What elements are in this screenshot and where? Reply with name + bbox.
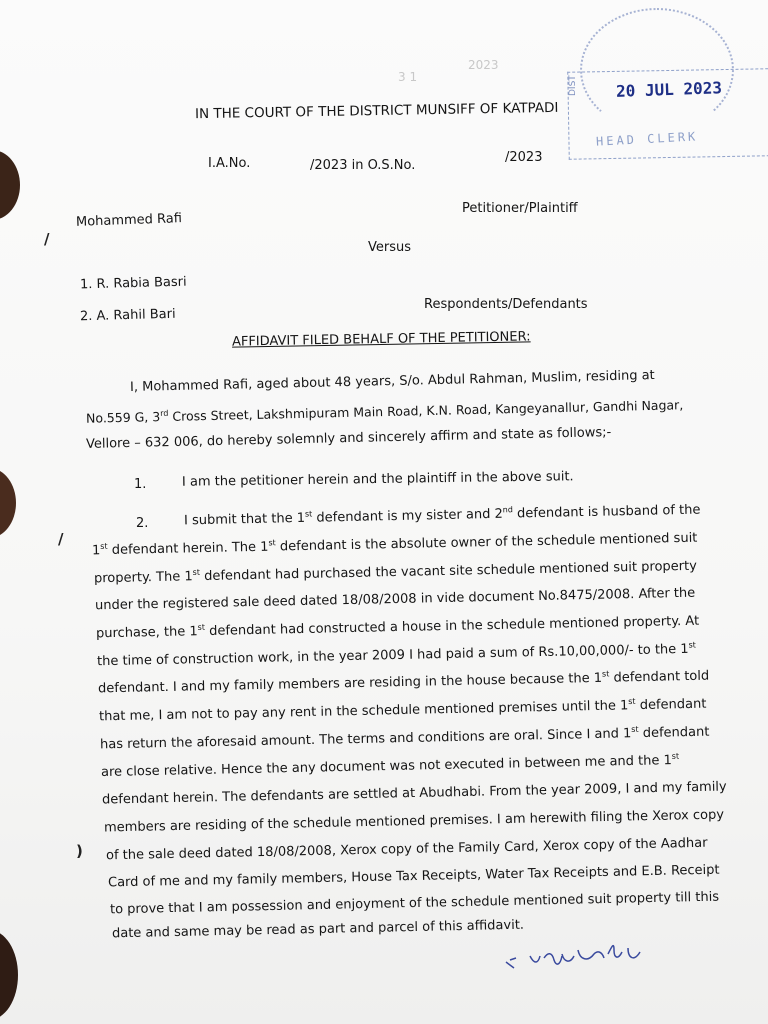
respondent-2: 2. A. Rahil Bari xyxy=(79,306,176,325)
para-2-line: defendant. I and my family members are residing in the house because the 1st defendant told xyxy=(97,668,710,697)
para-2-first-line: I submit that the 1st defendant is my sister and 2nd defendant is husband of the xyxy=(183,502,701,529)
respondent-role: Respondents/Defendants xyxy=(424,297,588,312)
ia-label: I.A.No. xyxy=(208,156,251,171)
versus-text: Versus xyxy=(368,240,412,255)
para-2-line: of the sale deed dated 18/08/2008, Xerox copy of the Family Card, Xerox copy of the Aadhar xyxy=(105,835,708,864)
affidavit-title: AFFIDAVIT FILED BEHALF OF THE PETITIONER: xyxy=(231,329,531,350)
court-header: IN THE COURT OF THE DISTRICT MUNSIFF OF KATPADI xyxy=(194,99,559,123)
para-2-line: Card of me and my family members, House Tax Receipts, Water Tax Receipts and E.B. Receipt xyxy=(107,862,720,891)
respondent-1: 1. R. Rabia Basri xyxy=(79,274,187,293)
para-2-line: defendant herein. The defendants are settled at Abudhabi. From the year 2009, I and my family xyxy=(101,779,727,808)
petitioner-name: Mohammed Rafi xyxy=(75,211,183,230)
seal-date: 20 JUL 2023 xyxy=(615,78,723,101)
para-number: 1. xyxy=(134,477,147,492)
para-2-line: 1st defendant herein. The 1st defendant is the absolute owner of the schedule mentioned suit xyxy=(91,530,698,559)
para-2-line: has return the aforesaid amount. The terms and conditions are oral. Since I and 1st defendant xyxy=(99,724,710,753)
petitioner-role: Petitioner/Plaintiff xyxy=(462,201,578,216)
para-1-text: I am the petitioner herein and the plaintiff in the above suit. xyxy=(181,469,574,490)
faint-mark: 2023 xyxy=(468,58,499,72)
year-label: /2023 xyxy=(505,150,543,165)
para-2-line: that me, I am not to pay any rent in the schedule mentioned premises until the 1st defendant xyxy=(98,696,707,725)
para-2-line: under the registered sale deed dated 18/08/2008 in vide document No.8475/2008. After the xyxy=(94,585,696,614)
para-number: 2. xyxy=(136,516,149,531)
para-2-line: property. The 1st defendant had purchased the vacant site schedule mentioned suit property xyxy=(93,558,697,587)
margin-mark: / xyxy=(44,230,50,248)
para-2-line: purchase, the 1st defendant had constructed a house in the schedule mentioned property. At xyxy=(95,613,700,642)
faint-mark: 3 1 xyxy=(398,70,418,84)
seal-clerk: HEAD CLERK xyxy=(595,129,699,149)
para-2-line: the time of construction work, in the year 2009 I had paid a sum of Rs.10,00,000/- to the 1st xyxy=(96,640,696,670)
para-2-line: members are residing of the schedule mentioned premises. I am herewith filing the Xerox copy xyxy=(103,807,725,836)
intro-line: No.559 G, 3rd Cross Street, Lakshmipuram Main Road, K.N. Road, Kangeyanallur, Gandhi Nagar, xyxy=(85,397,684,426)
para-2-line: date and same may be read as part and parcel of this affidavit. xyxy=(111,917,525,942)
margin-mark: ) xyxy=(76,842,83,860)
para-2-line: are close relative. Hence the any document was not executed in between me and the 1st xyxy=(100,751,680,781)
para-2-line: to prove that I am possession and enjoyment of the schedule mentioned suit property till this xyxy=(109,889,720,918)
signature xyxy=(500,938,700,978)
os-label: /2023 in O.S.No. xyxy=(310,158,416,173)
intro-line: I, Mohammed Rafi, aged about 48 years, S/o. Abdul Rahman, Muslim, residing at xyxy=(129,368,655,395)
margin-mark: / xyxy=(58,530,64,548)
seal-side-text: DIST xyxy=(568,75,578,96)
intro-line: Vellore – 632 006, do hereby solemnly and sincerely affirm and state as follows;- xyxy=(85,425,612,452)
